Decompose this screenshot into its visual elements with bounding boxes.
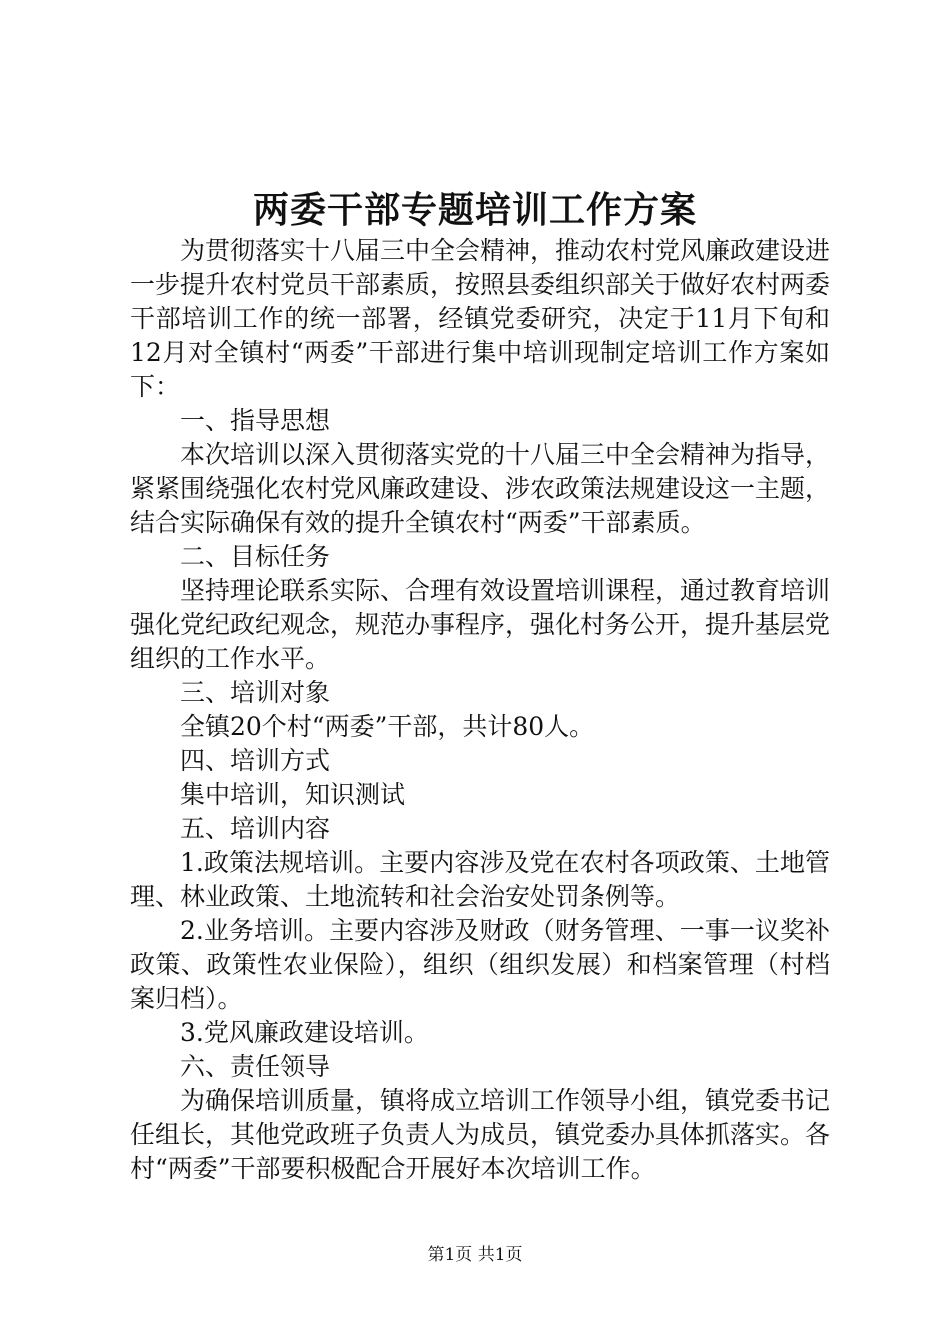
section-paragraph: 1.政策法规培训。主要内容涉及党在农村各项政策、土地管理、林业政策、土地流转和社会治安处罚条例等。 bbox=[130, 848, 830, 911]
document-title: 两委干部专题培训工作方案 bbox=[252, 189, 697, 231]
section-paragraph: 为确保培训质量，镇将成立培训工作领导小组，镇党委书记任组长，其他党政班子负责人为成员，镇党委办具体抓落实。各村“两委”干部要积极配合开展好本次培训工作。 bbox=[130, 1086, 831, 1183]
section-paragraph: 全镇20个村“两委”干部，共计80人。 bbox=[180, 712, 595, 741]
section-heading-method: 四、培训方式 bbox=[180, 746, 331, 775]
section-paragraph: 2.业务培训。主要内容涉及财政（财务管理、一事一议奖补政策、政策性农业保险），组织（组织发展）和档案管理（村档案归档）。 bbox=[130, 916, 830, 1013]
section-heading-goals: 二、目标任务 bbox=[180, 542, 331, 571]
section-paragraph: 集中培训，知识测试 bbox=[180, 780, 406, 809]
page-footer bbox=[0, 1244, 950, 1266]
intro-paragraph: 为贯彻落实十八届三中全会精神，推动农村党风廉政建设进一步提升农村党员干部素质，按照县委组织部关于做好农村两委干部培训工作的统一部署，经镇党委研究，决定于11月下旬和12月对全镇村“两委”干部进行集中培训现制定培训工作方案如下： bbox=[130, 236, 831, 401]
section-paragraph: 3.党风廉政建设培训。 bbox=[180, 1018, 429, 1047]
section-paragraph: 坚持理论联系实际、合理有效设置培训课程，通过教育培训强化党纪政纪观念，规范办事程序，强化村务公开，提升基层党组织的工作水平。 bbox=[130, 576, 831, 673]
section-heading-leadership: 六、责任领导 bbox=[180, 1052, 331, 1081]
document-body bbox=[130, 234, 830, 1186]
section-paragraph: 本次培训以深入贯彻落实党的十八届三中全会精神为指导，紧紧围绕强化农村党风廉政建设、涉农政策法规建设这一主题，结合实际确保有效的提升全镇农村“两委”干部素质。 bbox=[130, 440, 831, 537]
page-number: 第1页 共1页 bbox=[427, 1245, 523, 1265]
section-heading-trainees: 三、培训对象 bbox=[180, 678, 331, 707]
section-heading-content: 五、培训内容 bbox=[180, 814, 331, 843]
section-heading-guiding-ideology: 一、指导思想 bbox=[180, 406, 331, 435]
